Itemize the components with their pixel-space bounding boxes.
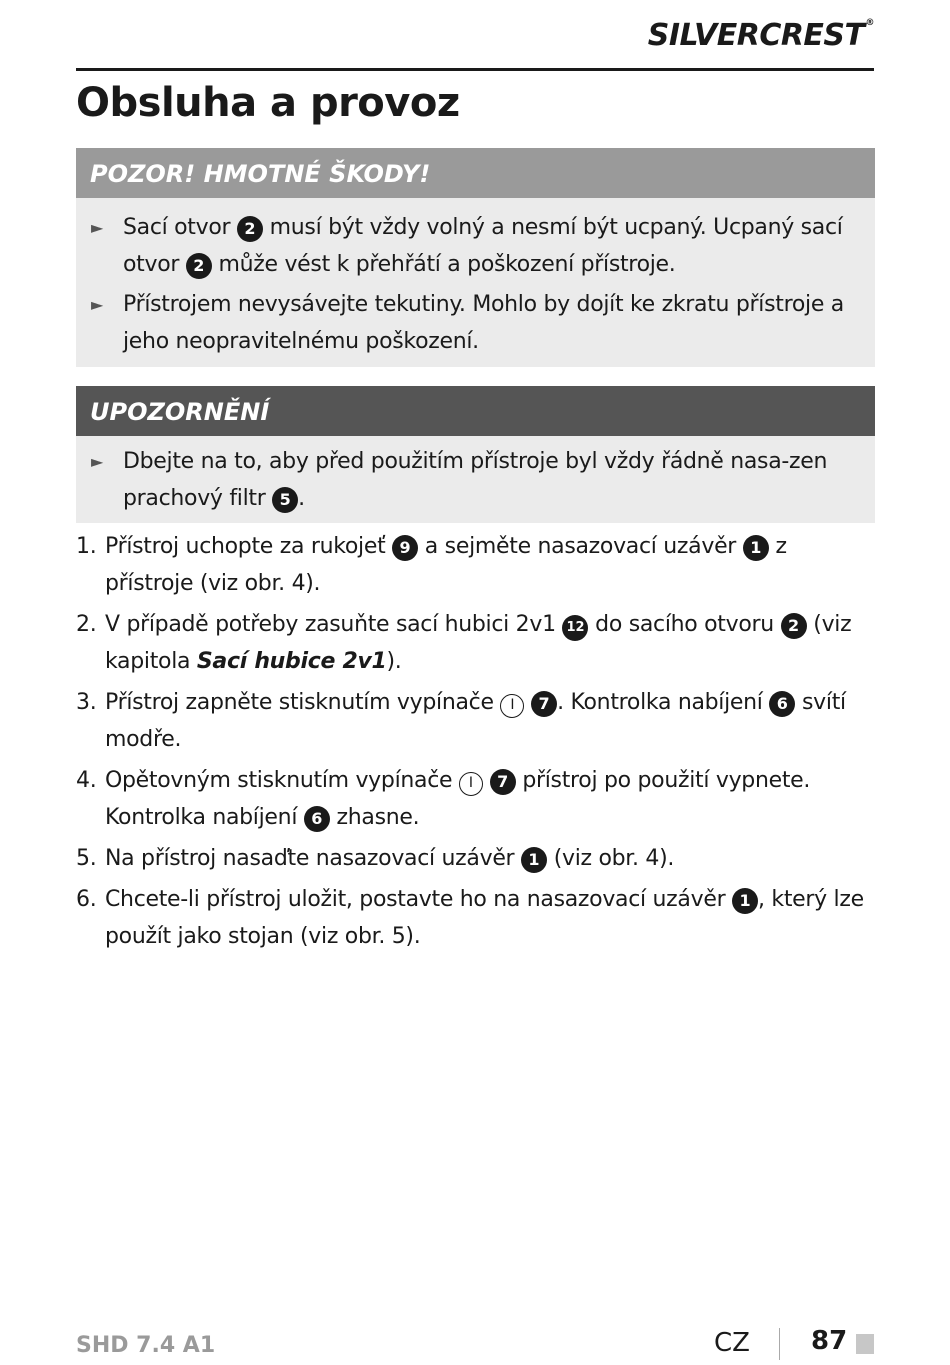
reference-number-badge: 9 bbox=[392, 535, 418, 561]
caution-item bbox=[76, 209, 875, 283]
reference-number-badge: 2 bbox=[237, 216, 263, 242]
text-run: přístroj po použití vypnete. Kontrolka nabíjení bbox=[105, 768, 811, 830]
text-run: z přístroje (viz obr. 4). bbox=[105, 534, 787, 596]
note-item bbox=[76, 443, 875, 517]
text-run: a sejměte nasazovací uzávěr bbox=[418, 534, 743, 559]
text-run: (viz kapitola bbox=[105, 612, 852, 674]
note-box bbox=[76, 386, 875, 523]
step-number: 3. bbox=[76, 690, 97, 715]
step-number: 1. bbox=[76, 534, 97, 559]
step-item bbox=[76, 881, 876, 955]
footer-model: SHD 7.4 A1 bbox=[76, 1333, 216, 1358]
caution-item bbox=[76, 286, 875, 360]
text-run: ). bbox=[386, 649, 402, 674]
power-symbol-icon: I bbox=[500, 694, 524, 718]
text-run: Přístroj uchopte za rukojeť bbox=[105, 534, 393, 559]
footer-divider bbox=[779, 1328, 780, 1360]
chapter-reference: Sací hubice 2v1 bbox=[196, 649, 387, 674]
step-item bbox=[76, 840, 876, 877]
note-heading: UPOZORNĚNÍ bbox=[76, 386, 875, 436]
page-number: 87 bbox=[811, 1326, 848, 1356]
text-run: Chcete-li přístroj uložit, postavte ho na nasazovací uzávěr bbox=[105, 887, 733, 912]
text-run bbox=[483, 768, 490, 793]
text-run: Přístrojem nevysávejte tekutiny. Mohlo by dojít ke zkratu přístroje a jeho neopravitelnému poškození. bbox=[123, 292, 844, 354]
page-title: Obsluha a provoz bbox=[76, 80, 460, 126]
reference-number-badge: 5 bbox=[272, 487, 298, 513]
footer-language: CZ bbox=[714, 1328, 750, 1358]
reference-number-badge: 12 bbox=[562, 615, 588, 641]
step-number: 5. bbox=[76, 846, 97, 871]
reference-number-badge: 6 bbox=[304, 806, 330, 832]
bullet-arrow-icon: ► bbox=[91, 218, 104, 237]
text-run: . Kontrolka nabíjení bbox=[557, 690, 770, 715]
header-rule bbox=[76, 68, 874, 71]
text-run: Přístroj zapněte stisknutím vypínače bbox=[105, 690, 501, 715]
text-run: může vést k přehřátí a poškození přístroje. bbox=[211, 252, 676, 277]
reference-number-badge: 7 bbox=[490, 769, 516, 795]
reference-number-badge: 6 bbox=[769, 691, 795, 717]
text-run: Dbejte na to, aby před použitím přístroje byl vždy řádně nasa-zen prachový filtr bbox=[123, 449, 828, 511]
power-symbol-icon: I bbox=[459, 772, 483, 796]
reference-number-badge: 2 bbox=[186, 253, 212, 279]
caution-box bbox=[76, 148, 875, 367]
text-run: Opětovným stisknutím vypínače bbox=[105, 768, 459, 793]
text-run bbox=[524, 690, 531, 715]
text-run: , který lze použít jako stojan (viz obr. 5). bbox=[105, 887, 864, 949]
text-run: Na přístroj nasaďte nasazovací uzávěr bbox=[105, 846, 521, 871]
brand-logo bbox=[648, 18, 874, 53]
step-item bbox=[76, 684, 876, 758]
bullet-arrow-icon: ► bbox=[91, 452, 104, 471]
step-item bbox=[76, 762, 876, 836]
text-run: (viz obr. 4). bbox=[547, 846, 675, 871]
text-run: V případě potřeby zasuňte sací hubici 2v1 bbox=[105, 612, 563, 637]
step-number: 2. bbox=[76, 612, 97, 637]
reference-number-badge: 1 bbox=[743, 535, 769, 561]
reference-number-badge: 1 bbox=[521, 847, 547, 873]
step-number: 6. bbox=[76, 887, 97, 912]
step-item bbox=[76, 606, 876, 680]
reference-number-badge: 1 bbox=[732, 888, 758, 914]
caution-heading: POZOR! HMOTNÉ ŠKODY! bbox=[76, 148, 875, 198]
bullet-arrow-icon: ► bbox=[91, 295, 104, 314]
text-run: musí být vždy volný a nesmí být ucpaný. Ucpaný sací otvor bbox=[123, 215, 843, 277]
text-run: svítí modře. bbox=[105, 690, 846, 752]
text-run: . bbox=[298, 486, 305, 511]
reference-number-badge: 2 bbox=[781, 613, 807, 639]
instruction-steps bbox=[76, 528, 876, 959]
step-item bbox=[76, 528, 876, 602]
registered-mark: ® bbox=[865, 18, 874, 28]
text-run: zhasne. bbox=[329, 805, 420, 830]
reference-number-badge: 7 bbox=[531, 691, 557, 717]
brand-name: SILVERCREST bbox=[647, 18, 865, 53]
page-marker-square bbox=[856, 1334, 874, 1354]
text-run: Sací otvor bbox=[123, 215, 237, 240]
text-run: do sacího otvoru bbox=[588, 612, 781, 637]
step-number: 4. bbox=[76, 768, 97, 793]
